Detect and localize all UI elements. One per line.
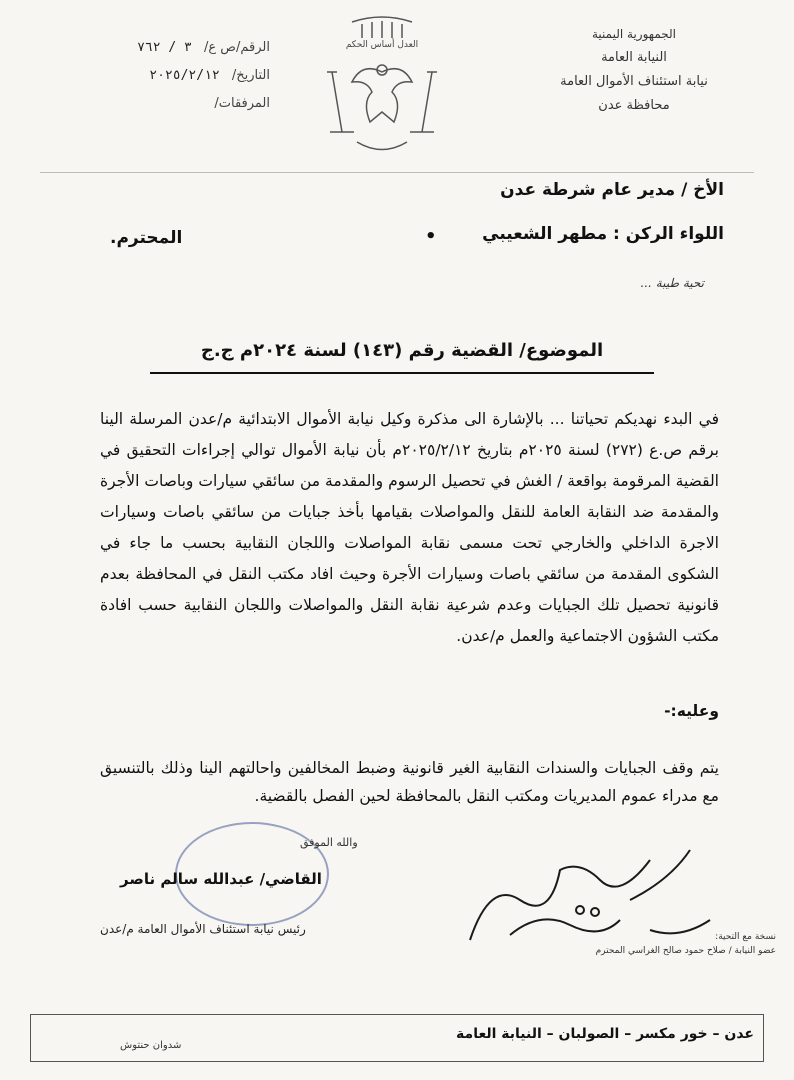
cc-heading: نسخة مع التحية:	[715, 932, 776, 942]
yemen-emblem-icon	[322, 12, 442, 162]
ref-label: الرقم/ص ع/	[204, 40, 270, 55]
body-paragraph: في البدء نهديكم تحياتنا ... بالإشارة الى مذكرة وكيل نيابة الأموال الابتدائية م/عدن المرسلة الينا برقم ص.ع (٢٧٢) لسنة ٢٠٢٥م بتاريخ ٢٠٢٥/٢/١٢م بأن نيابة الأموال توالي إجراءات التحقيق في القضية المرقومة بواقعة / الغش في تحصيل الرسوم والمقدمة من سائقي سيارات وباصات الأجرة والمقدمة ضد النقابة العامة للنقل والمواصلات بقيامها بأخذ جبايات من سائقي باصات وسيارات الاجرة الداخلي والخارجي تحت مسمى نقابة المواصلات واللجان النقابية بحسب ما جاء في الشكوى المقدمة من سائقي باصات وسيارات الأجرة وحيث افاد مكتب النقل في المحافظة بعدم قانونية تحصيل تلك الجبايات وعدم شرعية نقابة النقل والمواصلات واللجان النقابية حسب افادة مكتب الشؤون الاجتماعية والعمل م/عدن.	[100, 410, 719, 645]
directive-paragraph: يتم وقف الجبايات والسندات النقابية الغير قانونية وضبط المخالفين واحالتهم الينا وذلك بالتنسيق مع مدراء عموم المديريات ومكتب النقل بالمحافظة لحين الفصل بالقضية.	[100, 758, 719, 805]
cc-recipient: عضو النيابة / صلاح حمود صالح الغراسي المحترم	[595, 946, 776, 956]
org-line-1: الجمهورية اليمنية	[591, 27, 676, 41]
therefore-heading: وعليه:-	[664, 702, 719, 720]
addressee-line-2: اللواء الركن : مطهر الشعيبي	[482, 224, 724, 244]
date-row	[30, 62, 270, 90]
org-line-3: نيابة استئناف الأموال العامة	[560, 74, 708, 89]
reference-block	[30, 34, 270, 118]
footer-address: عدن – خور مكسر – الصولبان – النيابة العامة	[456, 1026, 754, 1042]
attach-row	[30, 90, 270, 118]
addressee-respect: المحترم.	[110, 228, 183, 248]
letter-body	[100, 404, 719, 652]
signatory-name: القاضي/ عبدالله سالم ناصر	[120, 870, 322, 888]
signatory-title: رئيس نيابة استئناف الأموال العامة م/عدن	[100, 922, 306, 936]
addressee-line-1: الأخ / مدير عام شرطة عدن	[500, 180, 724, 200]
date-value: ٢٠٢٥/٢/١٢	[149, 68, 220, 83]
greeting: تحية طيبة ...	[640, 276, 704, 290]
addressee-dot: •	[425, 226, 437, 247]
ref-row	[30, 34, 270, 62]
subject-underline	[150, 372, 654, 374]
footer-note: شدوان حنتوش	[120, 1040, 182, 1051]
letterhead-org	[514, 22, 754, 118]
emblem-motto: العدل أساس الحكم	[345, 40, 419, 50]
handwritten-signature-icon	[450, 840, 720, 950]
signature-salutation: والله الموفق	[300, 836, 358, 849]
header-divider	[40, 172, 754, 173]
subject-line: الموضوع/ القضية رقم (١٤٣) لسنة ٢٠٢٤م ج.ج	[200, 340, 604, 361]
org-line-2: النيابة العامة	[601, 50, 667, 65]
date-label: التاريخ/	[231, 68, 270, 83]
letter-directive	[100, 738, 719, 825]
org-line-4: محافظة عدن	[598, 98, 670, 113]
ref-value: ٣ / ٧٦٢	[137, 40, 192, 55]
attach-label: المرفقات/	[214, 96, 270, 111]
